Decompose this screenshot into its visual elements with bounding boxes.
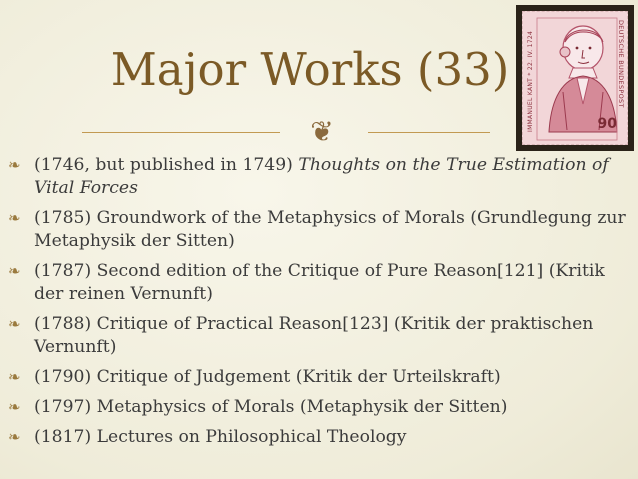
slide-title: Major Works (33) bbox=[110, 43, 510, 96]
list-item bbox=[8, 313, 628, 359]
list-item bbox=[8, 426, 628, 449]
item-text: (1817) Lectures on Philosophical Theology bbox=[34, 427, 407, 447]
leaf-bullet-icon: ❧ bbox=[8, 428, 21, 446]
fleuron-icon: ❦ bbox=[310, 115, 334, 148]
stamp-value: 90 bbox=[597, 116, 617, 132]
leaf-bullet-icon: ❧ bbox=[8, 368, 21, 386]
list-item bbox=[8, 154, 628, 200]
stamp-country-text: DEUTSCHE BUNDESPOST bbox=[617, 20, 625, 108]
item-text: (1746, but published in 1749) bbox=[34, 155, 299, 175]
item-text: (1788) Critique of Practical Reason[123] (Kritik der praktischen Vernunft) bbox=[34, 314, 594, 357]
title-rule-left bbox=[82, 132, 280, 133]
stamp-side-text: IMMANUEL KANT * 22. IV. 1724 bbox=[527, 30, 534, 132]
works-list bbox=[8, 154, 628, 456]
list-item bbox=[8, 396, 628, 419]
title-rule-right bbox=[368, 132, 490, 133]
leaf-bullet-icon: ❧ bbox=[8, 209, 21, 227]
item-text: (1785) Groundwork of the Metaphysics of Morals (Grundlegung zur Metaphysik der Sitten) bbox=[34, 208, 626, 251]
list-item bbox=[8, 366, 628, 389]
item-work-title: Thoughts on the True Estimation of Vital Forces bbox=[34, 155, 609, 198]
leaf-bullet-icon: ❧ bbox=[8, 156, 21, 174]
item-text: (1797) Metaphysics of Morals (Metaphysik der Sitten) bbox=[34, 397, 508, 417]
list-item bbox=[8, 260, 628, 306]
leaf-bullet-icon: ❧ bbox=[8, 315, 21, 333]
item-text: (1787) Second edition of the Critique of Pure Reason[121] (Kritik der reinen Vernunft) bbox=[34, 261, 605, 304]
list-item bbox=[8, 207, 628, 253]
postage-stamp-image bbox=[516, 5, 634, 151]
leaf-bullet-icon: ❧ bbox=[8, 262, 21, 280]
leaf-bullet-icon: ❧ bbox=[8, 398, 21, 416]
stamp-face bbox=[522, 11, 628, 145]
item-text: (1790) Critique of Judgement (Kritik der Urteilskraft) bbox=[34, 367, 501, 387]
